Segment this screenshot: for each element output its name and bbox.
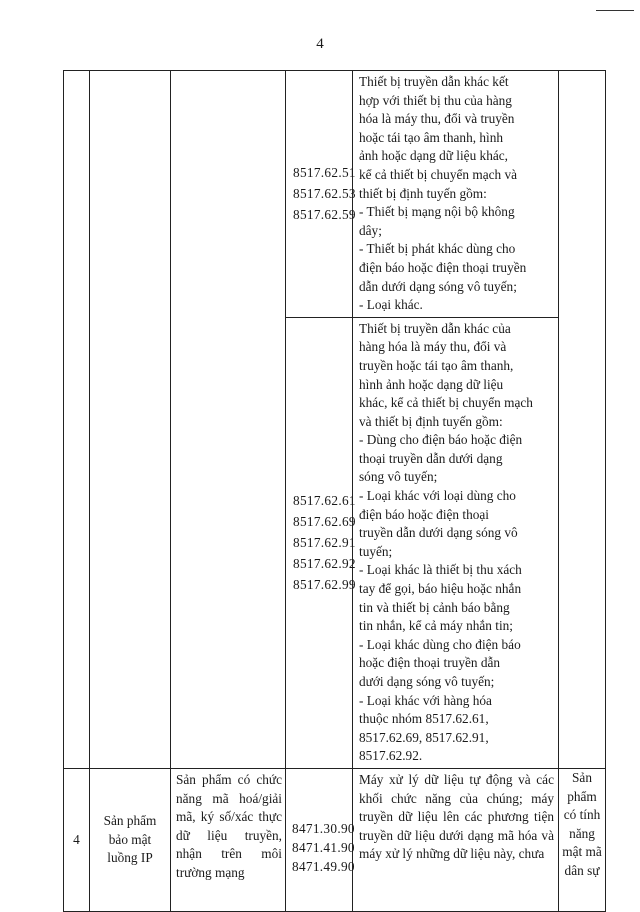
description-line: khác, kể cả thiết bị chuyển mạch — [359, 395, 533, 411]
description-cell — [353, 317, 559, 768]
product-table — [63, 70, 606, 912]
description-line: Thiết bị truyền dẫn khác kết — [359, 74, 509, 89]
description-line: tuyến; — [359, 543, 393, 559]
product-function: Sản phẩm có chức năng mã hoá/giải mã, ký số/xác thực dữ liệu truyền, nhận trên môi trường mạng — [171, 768, 286, 911]
hs-code: 8517.62.59 — [293, 207, 356, 223]
description-line: 8517.62.92. — [359, 748, 423, 764]
function-cell — [171, 71, 286, 769]
description-line: hoặc điện thoại truyền dẫn — [359, 655, 501, 671]
page-number: 4 — [316, 36, 324, 52]
hs-codes-cell — [286, 317, 356, 768]
description-line: hoặc tái tạo âm thanh, hình — [359, 129, 504, 145]
table-row — [64, 768, 606, 911]
hs-code: 8517.62.53 — [293, 186, 356, 202]
description-line: thiết bị định tuyến gồm: — [359, 185, 487, 201]
description-line: tin và thiết bị cảnh báo bằng — [359, 599, 510, 615]
description-line: - Loại khác là thiết bị thu xách — [359, 562, 522, 578]
hs-codes-cell — [286, 71, 356, 318]
description-line: sóng vô tuyến; — [359, 469, 438, 485]
description-line: dẫn dưới dạng sóng vô tuyến; — [359, 278, 517, 294]
hs-code: 8471.30.90 — [292, 821, 355, 837]
row-number: 4 — [64, 768, 90, 911]
hs-code: 8517.62.92 — [293, 556, 356, 572]
description-line: dây; — [359, 222, 382, 238]
hs-code: 8517.62.61 — [293, 493, 356, 509]
description-line: hợp với thiết bị thu của hàng — [359, 92, 512, 108]
hs-code: 8517.62.69 — [293, 514, 356, 530]
note-cell: Sản phẩm có tính năng mật mã dân sự — [559, 768, 606, 911]
description-line: - Thiết bị phát khác dùng cho — [359, 241, 516, 257]
description-line: hình ảnh hoặc dạng dữ liệu — [359, 376, 504, 392]
description-cell: Máy xử lý dữ liệu tự động và các khối chức năng của chúng; máy truyền dữ liệu lên các phương tiện truyền dữ liệu dưới dạng mã hóa và máy xử lý những dữ liệu này, chưa — [353, 768, 559, 911]
description-line: hàng hóa là máy thu, đổi và — [359, 339, 507, 355]
description-cell — [353, 71, 559, 318]
description-line: - Loại khác dùng cho điện báo — [359, 636, 521, 652]
product-name-cell — [90, 71, 171, 769]
description-line: - Loại khác với loại dùng cho — [359, 488, 516, 504]
hs-code: 8471.41.90 — [292, 840, 355, 856]
description-line: tay để gọi, báo hiệu hoặc nhắn — [359, 581, 522, 597]
description-line: tin nhắn, kể cả máy nhắn tin; — [359, 618, 513, 634]
description-line: thuộc nhóm 8517.62.61, — [359, 711, 489, 727]
description-line: 8517.62.69, 8517.62.91, — [359, 729, 489, 745]
hs-code: 8471.49.90 — [292, 859, 355, 875]
description-line: kể cả thiết bị chuyển mạch và — [359, 166, 518, 182]
product-name: Sản phẩm bảo mật luồng IP — [90, 768, 171, 911]
top-right-rule — [596, 10, 634, 11]
description-line: Thiết bị truyền dẫn khác của — [359, 320, 511, 336]
note-cell — [559, 71, 606, 769]
number-cell — [64, 71, 90, 769]
description-line: ảnh hoặc dạng dữ liệu khác, — [359, 148, 508, 164]
description-line: - Loại khác. — [359, 297, 423, 313]
description-line: điện báo hoặc điện thoại truyền — [359, 259, 527, 275]
hs-code: 8517.62.99 — [293, 577, 356, 593]
description-line: truyền dẫn dưới dạng sóng vô — [359, 525, 518, 541]
description-line: - Dùng cho điện báo hoặc điện — [359, 432, 523, 448]
description-line: và thiết bị định tuyến gồm: — [359, 413, 503, 429]
hs-codes-cell — [286, 768, 353, 911]
table-row — [64, 71, 606, 318]
description-line: thoại truyền dẫn dưới dạng — [359, 450, 503, 466]
description-line: - Thiết bị mạng nội bộ không — [359, 204, 515, 220]
hs-code: 8517.62.51 — [293, 165, 356, 181]
description-line: truyền hoặc tái tạo âm thanh, — [359, 357, 514, 373]
description-line: - Loại khác với hàng hóa — [359, 692, 492, 708]
description-line: dưới dạng sóng vô tuyến; — [359, 674, 495, 689]
hs-code: 8517.62.91 — [293, 535, 356, 551]
description-line: điện báo hoặc điện thoại — [359, 506, 489, 522]
description-line: hóa là máy thu, đổi và truyền — [359, 111, 515, 127]
